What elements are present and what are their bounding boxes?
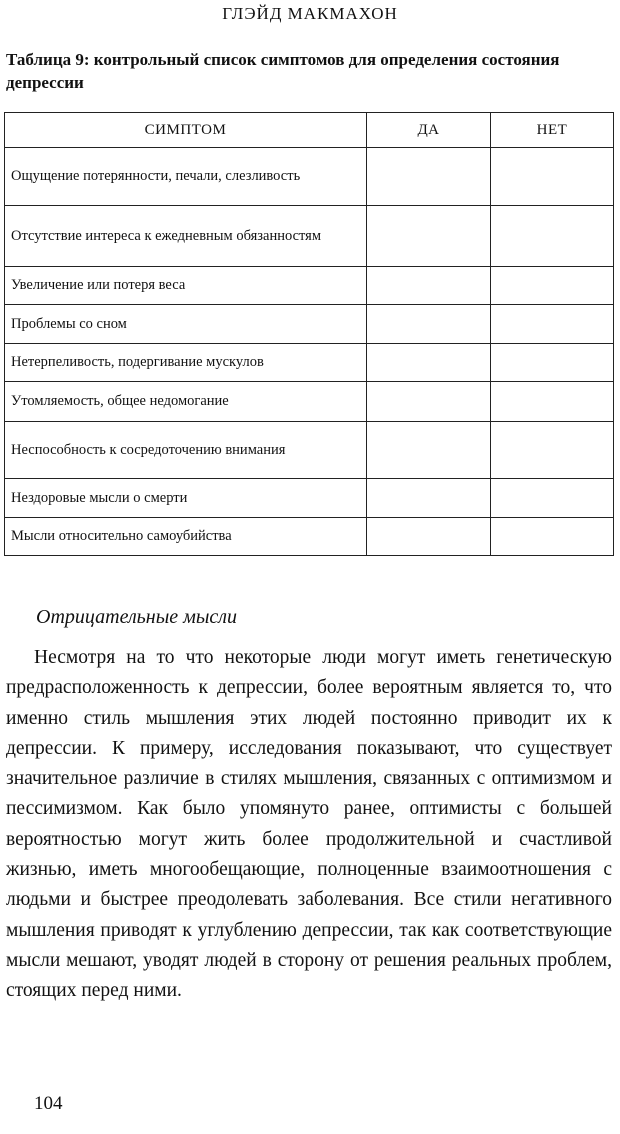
no-cell — [491, 344, 614, 382]
yes-cell — [367, 479, 491, 518]
no-cell — [491, 267, 614, 305]
no-cell — [491, 148, 614, 206]
yes-cell — [367, 305, 491, 344]
symptom-cell: Увеличение или потеря веса — [5, 267, 367, 305]
table-caption: Таблица 9: контрольный список симптомов для определения состояния депрессии — [6, 50, 560, 92]
yes-cell — [367, 422, 491, 479]
symptom-cell: Утомляемость, общее недомогание — [5, 382, 367, 422]
no-cell — [491, 518, 614, 556]
page-number: 104 — [34, 1093, 63, 1114]
table-row — [5, 344, 614, 382]
no-cell — [491, 305, 614, 344]
symptom-cell: Неспособность к сосредоточению внимания — [5, 422, 367, 479]
symptom-cell: Ощущение потерянности, печали, слезливость — [5, 148, 367, 206]
column-header-no: НЕТ — [491, 113, 614, 148]
symptom-cell: Проблемы со сном — [5, 305, 367, 344]
no-cell — [491, 422, 614, 479]
yes-cell — [367, 206, 491, 267]
no-cell — [491, 479, 614, 518]
symptom-cell: Нетерпеливость, подергивание мускулов — [5, 344, 367, 382]
yes-cell — [367, 344, 491, 382]
no-cell — [491, 382, 614, 422]
yes-cell — [367, 267, 491, 305]
table-row — [5, 148, 614, 206]
table-row — [5, 479, 614, 518]
no-cell — [491, 206, 614, 267]
symptom-cell: Отсутствие интереса к ежедневным обязанностям — [5, 206, 367, 267]
section-heading: Отрицательные мысли — [36, 606, 238, 628]
table-row — [5, 206, 614, 267]
table-row — [5, 518, 614, 556]
body-paragraph — [6, 643, 612, 1007]
paragraph-text: Несмотря на то что некоторые люди могут иметь генетическую предрасположенность к депрессии, более вероятным является то, что именно стиль мышления этих людей постоянно приводит их к депрессии. К примеру, исследования показывают, что существует значительное различие в стилях мышления, связанных с оптимизмом и пессимизмом. Как было упомянуто ранее, оптимисты с большей вероятностью могут жить более продолжительной и счастливой жизнью, иметь многообещающие, полноценные взаимоотношения с людьми и быстрее преодолевать заболевания. Все стили негативного мышления приводят к углублению депрессии, так как соответствующие мысли мешают, уводят людей в сторону от решения реальных проблем, стоящих перед ними. — [6, 647, 612, 1002]
table-row — [5, 305, 614, 344]
symptom-cell: Нездоровые мысли о смерти — [5, 479, 367, 518]
column-header-symptom: СИМПТОМ — [5, 113, 367, 148]
yes-cell — [367, 382, 491, 422]
table-header-row — [5, 113, 614, 148]
symptom-cell: Мысли относительно самоубийства — [5, 518, 367, 556]
yes-cell — [367, 148, 491, 206]
column-header-yes: ДА — [367, 113, 491, 148]
table-row — [5, 267, 614, 305]
table-row — [5, 382, 614, 422]
table-row — [5, 422, 614, 479]
running-head: ГЛЭЙД МАКМАХОН — [222, 4, 398, 23]
yes-cell — [367, 518, 491, 556]
symptom-checklist-table — [4, 112, 614, 556]
